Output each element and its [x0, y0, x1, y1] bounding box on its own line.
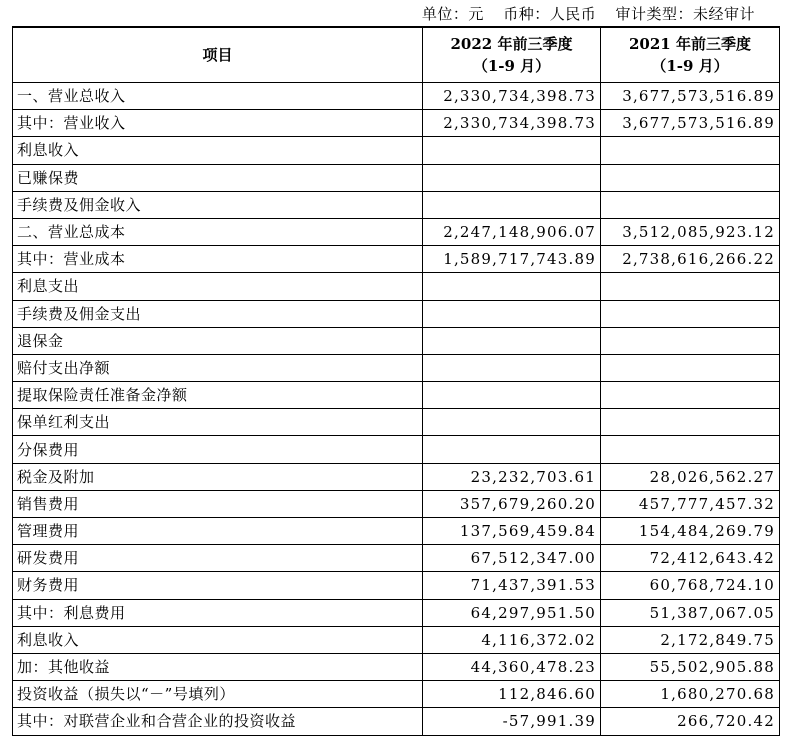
column-header-2022 — [423, 27, 601, 83]
value-2022: 44,360,478.23 — [423, 653, 601, 680]
audit-type-label: 审计类型：未经审计 — [615, 5, 755, 23]
value-2022: 67,512,347.00 — [423, 545, 601, 572]
table-row — [13, 518, 780, 545]
table-row — [13, 83, 780, 110]
statement-meta-line — [408, 3, 755, 24]
value-2022 — [423, 327, 601, 354]
value-2022: 2,330,734,398.73 — [423, 83, 601, 110]
value-2021: 3,512,085,923.12 — [601, 218, 780, 245]
value-2022: 71,437,391.53 — [423, 572, 601, 599]
value-2022 — [423, 436, 601, 463]
row-label: 手续费及佣金收入 — [13, 191, 423, 218]
row-label: 投资收益（损失以“－”号填列） — [13, 681, 423, 708]
value-2021: 457,777,457.32 — [601, 490, 780, 517]
value-2021 — [601, 191, 780, 218]
table-row — [13, 327, 780, 354]
value-2021 — [601, 300, 780, 327]
row-label: 已赚保费 — [13, 164, 423, 191]
row-label: 税金及附加 — [13, 463, 423, 490]
value-2021 — [601, 382, 780, 409]
table-row — [13, 382, 780, 409]
table-row — [13, 137, 780, 164]
value-2022: 137,569,459.84 — [423, 518, 601, 545]
table-row — [13, 354, 780, 381]
row-label: 财务费用 — [13, 572, 423, 599]
value-2021: 1,680,270.68 — [601, 681, 780, 708]
value-2022: 112,846.60 — [423, 681, 601, 708]
value-2021: 72,412,643.42 — [601, 545, 780, 572]
table-row — [13, 409, 780, 436]
table-row — [13, 545, 780, 572]
value-2022 — [423, 300, 601, 327]
value-2021 — [601, 273, 780, 300]
value-2022: 2,247,148,906.07 — [423, 218, 601, 245]
value-2022 — [423, 409, 601, 436]
row-label: 其中：利息费用 — [13, 599, 423, 626]
value-2022: -57,991.39 — [423, 708, 601, 735]
value-2022 — [423, 191, 601, 218]
value-2022 — [423, 382, 601, 409]
value-2021 — [601, 409, 780, 436]
table-row — [13, 191, 780, 218]
row-label: 利息收入 — [13, 626, 423, 653]
unit-label: 单位：元 — [421, 5, 484, 23]
table-row — [13, 708, 780, 735]
value-2021 — [601, 164, 780, 191]
value-2021: 3,677,573,516.89 — [601, 110, 780, 137]
value-2021: 28,026,562.27 — [601, 463, 780, 490]
table-header-row — [13, 27, 780, 83]
table-row — [13, 490, 780, 517]
row-label: 加：其他收益 — [13, 653, 423, 680]
value-2021: 3,677,573,516.89 — [601, 83, 780, 110]
table-row — [13, 246, 780, 273]
value-2022: 2,330,734,398.73 — [423, 110, 601, 137]
row-label: 利息支出 — [13, 273, 423, 300]
row-label: 其中：营业成本 — [13, 246, 423, 273]
table-row — [13, 436, 780, 463]
row-label: 其中：对联营企业和合营企业的投资收益 — [13, 708, 423, 735]
table-row — [13, 218, 780, 245]
table-row — [13, 599, 780, 626]
value-2021: 266,720.42 — [601, 708, 780, 735]
value-2022 — [423, 164, 601, 191]
row-label: 一、营业总收入 — [13, 83, 423, 110]
table-row — [13, 164, 780, 191]
row-label: 销售费用 — [13, 490, 423, 517]
currency-label: 币种：人民币 — [503, 5, 597, 23]
table-row — [13, 681, 780, 708]
value-2022 — [423, 354, 601, 381]
table-row — [13, 110, 780, 137]
table-row — [13, 463, 780, 490]
row-label: 赔付支出净额 — [13, 354, 423, 381]
row-label: 管理费用 — [13, 518, 423, 545]
value-2021: 2,172,849.75 — [601, 626, 780, 653]
value-2021 — [601, 137, 780, 164]
value-2021: 51,387,067.05 — [601, 599, 780, 626]
value-2021: 55,502,905.88 — [601, 653, 780, 680]
column-header-2021-range: （1-9 月） — [651, 57, 729, 75]
row-label: 提取保险责任准备金净额 — [13, 382, 423, 409]
column-header-2021-year: 2021 年前三季度 — [629, 35, 751, 53]
value-2022 — [423, 273, 601, 300]
value-2022: 4,116,372.02 — [423, 626, 601, 653]
table-row — [13, 300, 780, 327]
value-2021 — [601, 327, 780, 354]
table-row — [13, 626, 780, 653]
value-2022: 64,297,951.50 — [423, 599, 601, 626]
row-label: 分保费用 — [13, 436, 423, 463]
column-header-item: 项目 — [13, 27, 423, 83]
column-header-2022-year: 2022 年前三季度 — [450, 35, 573, 53]
row-label: 二、营业总成本 — [13, 218, 423, 245]
value-2021 — [601, 354, 780, 381]
row-label: 退保金 — [13, 327, 423, 354]
column-header-2021 — [601, 27, 780, 83]
value-2022: 357,679,260.20 — [423, 490, 601, 517]
value-2022: 23,232,703.61 — [423, 463, 601, 490]
table-row — [13, 273, 780, 300]
value-2022: 1,589,717,743.89 — [423, 246, 601, 273]
value-2021: 60,768,724.10 — [601, 572, 780, 599]
row-label: 手续费及佣金支出 — [13, 300, 423, 327]
value-2022 — [423, 137, 601, 164]
value-2021: 2,738,616,266.22 — [601, 246, 780, 273]
table-row — [13, 572, 780, 599]
income-statement-table — [12, 26, 780, 736]
value-2021: 154,484,269.79 — [601, 518, 780, 545]
row-label: 其中：营业收入 — [13, 110, 423, 137]
row-label: 保单红利支出 — [13, 409, 423, 436]
value-2021 — [601, 436, 780, 463]
table-row — [13, 653, 780, 680]
row-label: 研发费用 — [13, 545, 423, 572]
row-label: 利息收入 — [13, 137, 423, 164]
column-header-2022-range: （1-9 月） — [472, 57, 551, 75]
